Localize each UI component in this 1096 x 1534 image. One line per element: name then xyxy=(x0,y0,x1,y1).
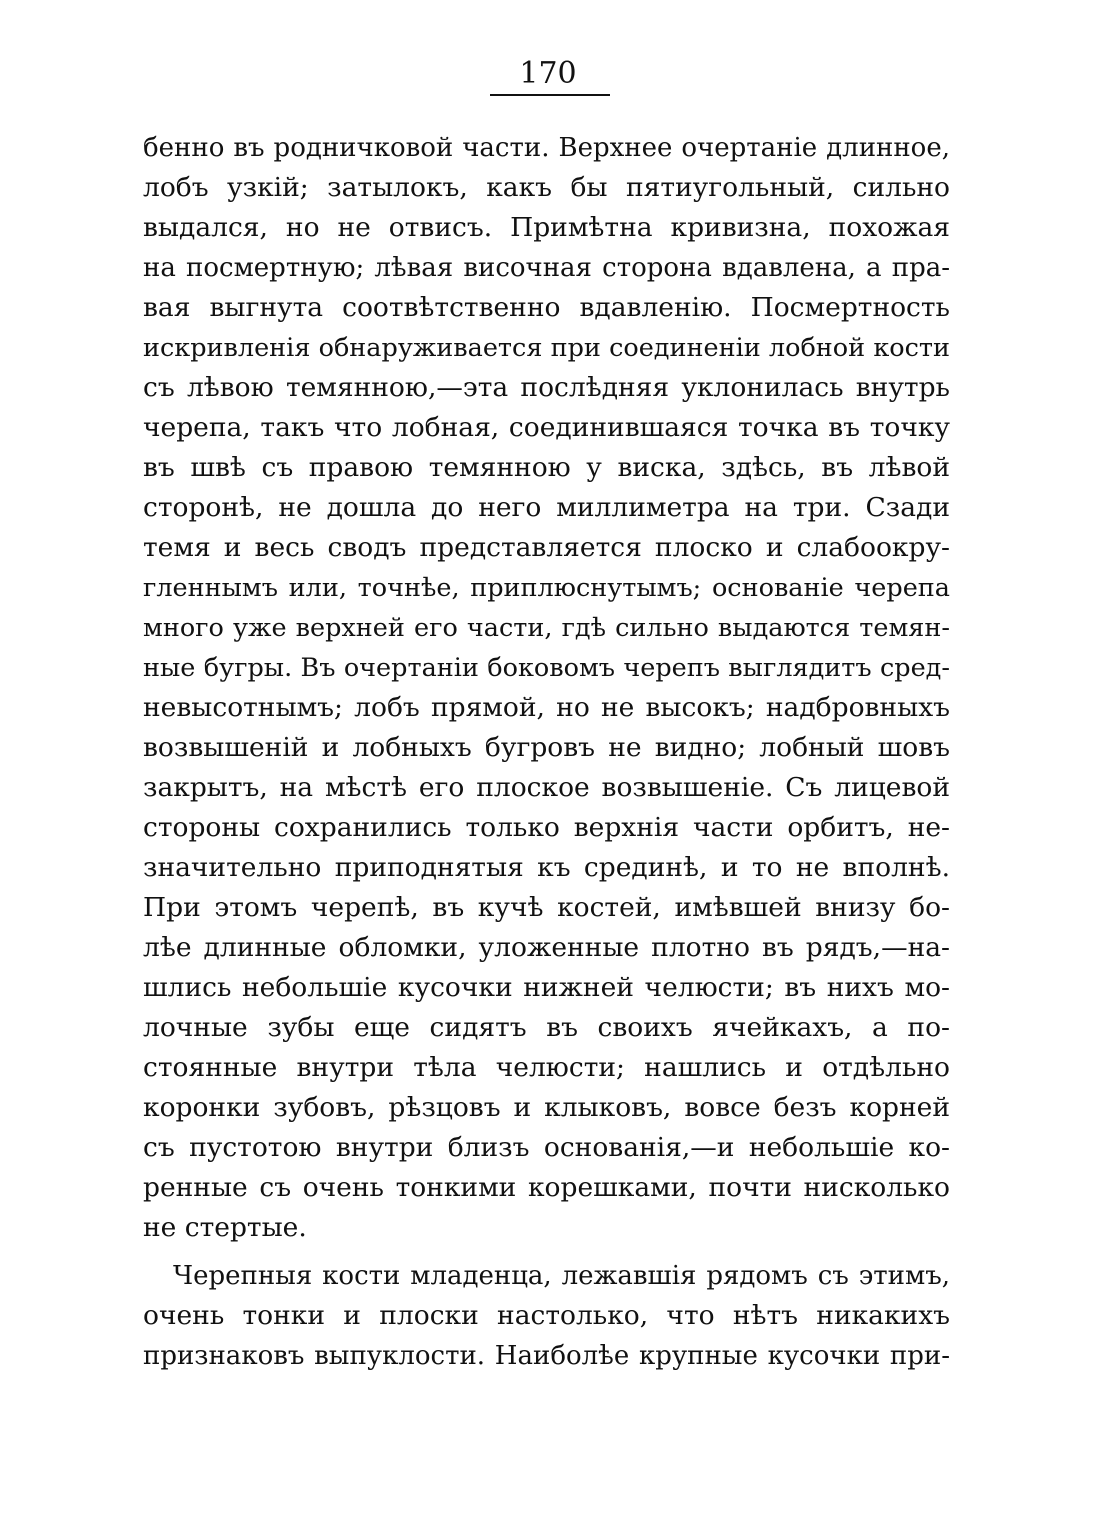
text-line: въ швѣ съ правою темянною у виска, здѣсь, въ лѣвой xyxy=(143,452,950,483)
text-line: черепа, такъ что лобная, соединившаяся точка въ точку xyxy=(143,412,950,443)
text-line: на посмертную; лѣвая височная сторона вдавлена, а пра- xyxy=(143,253,950,283)
text-line: искривленiя обнаруживается при соединенiи лобной кости xyxy=(143,333,950,363)
text-line: не стертые. xyxy=(143,1212,307,1243)
text-line: лобъ узкiй; затылокъ, какъ бы пятиугольный, сильно xyxy=(143,172,950,203)
text-line: съ лѣвою темянною,—эта послѣдняя уклонилась внутрь xyxy=(143,372,950,403)
text-line: закрытъ, на мѣстѣ его плоское возвышенiе. Съ лицевой xyxy=(143,772,950,803)
text-line: сторонѣ, не дошла до него миллиметра на три. Сзади xyxy=(143,492,950,523)
text-line: ренные съ очень тонкими корешками, почти нисколько xyxy=(143,1172,950,1203)
text-line: возвышенiй и лобныхъ бугровъ не видно; лобный шовъ xyxy=(143,732,950,763)
text-line: значительно приподнятыя къ срединѣ, и то не вполнѣ. xyxy=(143,852,950,883)
text-line: выдался, но не отвисъ. Примѣтна кривизна, похожая xyxy=(143,212,950,243)
text-line: стоянные внутри тѣла челюсти; нашлись и отдѣльно xyxy=(143,1052,950,1083)
text-line: ные бугры. Въ очертанiи боковомъ черепъ выглядитъ сред- xyxy=(143,653,950,683)
text-line: темя и весь сводъ представляется плоско и слабоокру- xyxy=(143,532,950,563)
text-line: лочные зубы еще сидятъ въ своихъ ячейкахъ, а по- xyxy=(143,1012,950,1043)
text-line: стороны сохранились только верхнiя части орбитъ, не- xyxy=(143,812,950,843)
text-line: Черепныя кости младенца, лежавшiя рядомъ съ этимъ, xyxy=(173,1261,950,1291)
text-line: При этомъ черепѣ, въ кучѣ костей, имѣвшей внизу бо- xyxy=(143,892,950,923)
text-line: бенно въ родничковой части. Верхнее очертанiе длинное, xyxy=(143,133,950,163)
text-line: съ пустотою внутри близъ основанiя,—и небольшiе ко- xyxy=(143,1132,950,1163)
text-line: очень тонки и плоски настолько, что нѣтъ никакихъ xyxy=(143,1300,950,1331)
header-rule xyxy=(490,94,610,96)
text-line: коронки зубовъ, рѣзцовъ и клыковъ, вовсе безъ корней xyxy=(143,1092,950,1123)
text-line: невысотнымъ; лобъ прямой, но не высокъ; надбровныхъ xyxy=(143,692,950,723)
text-line: шлись небольшiе кусочки нижней челюсти; въ нихъ мо- xyxy=(143,972,950,1003)
text-line: признаковъ выпуклости. Наиболѣе крупные кусочки при- xyxy=(143,1341,950,1371)
text-line: лѣе длинные обломки, уложенные плотно въ рядъ,—на- xyxy=(143,932,950,963)
text-line: гленнымъ или, точнѣе, приплюснутымъ; основанiе черепа xyxy=(143,573,950,603)
page-number: 170 xyxy=(519,56,577,91)
text-line: много уже верхней его части, гдѣ сильно выдаются темян- xyxy=(143,613,950,643)
text-line: вая выгнута соотвѣтственно вдавленiю. Посмертность xyxy=(143,292,950,323)
